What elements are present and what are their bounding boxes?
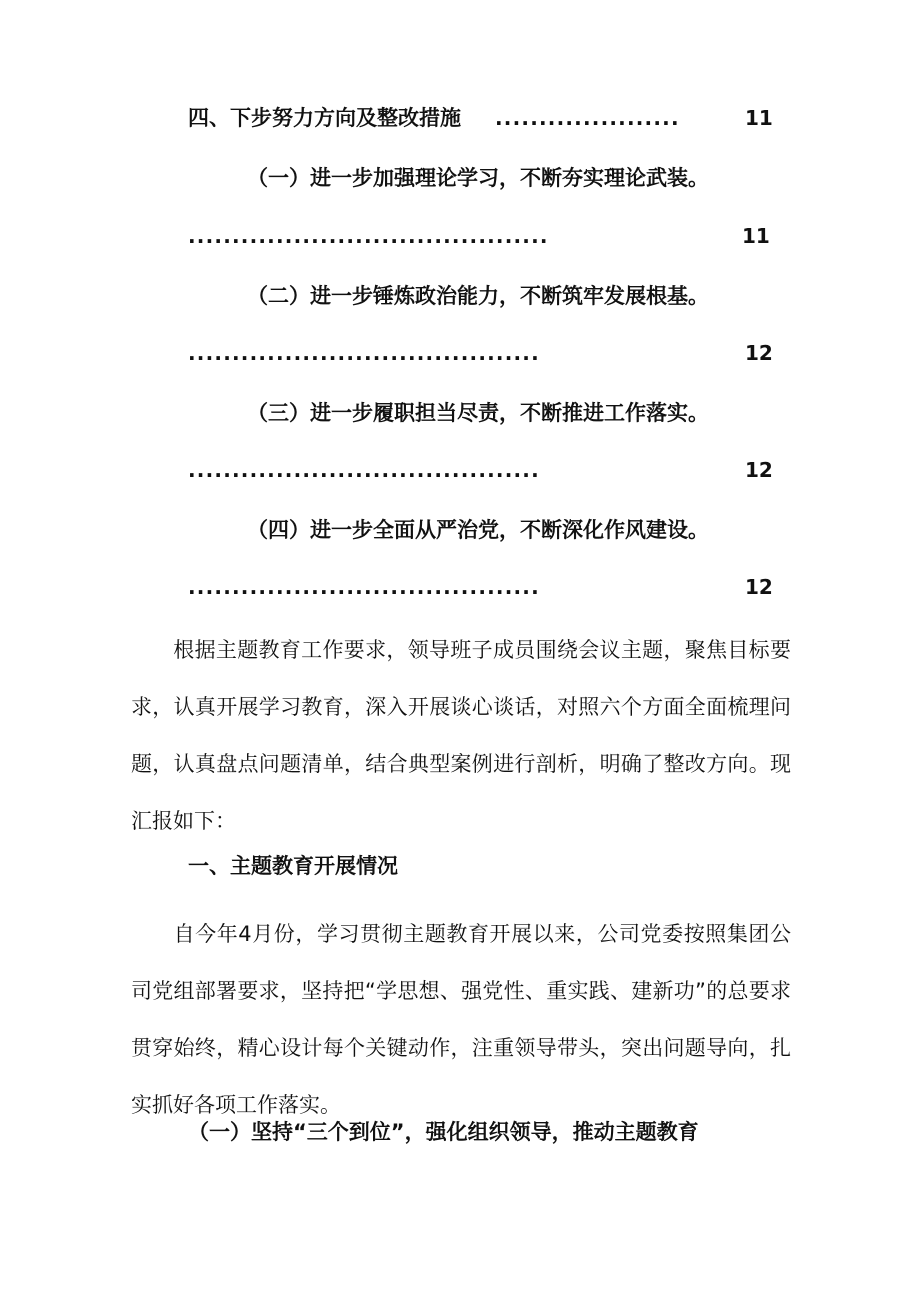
toc-dot-leader: ......................................... (188, 224, 549, 248)
section-1-paragraph: 自今年4月份，学习贯彻主题教育开展以来，公司党委按照集团公司党组部署要求，坚持把“学思想、强党性、重实践、建新功”的总要求贯穿始终，精心设计每个关键动作，注重领导带头，突出问题导向，扎实抓好各项工作落实。 (131, 922, 791, 1117)
toc-section-4-title: 四、下步努力方向及整改措施 (188, 106, 461, 130)
toc-dot-leader: ........................................ (188, 575, 540, 599)
toc-dot-leader: ..................... (495, 106, 680, 130)
toc-item-1-title: （一）进一步加强理论学习，不断夯实理论武装。 (247, 166, 709, 190)
toc-item-2-page: 12 (745, 341, 773, 365)
toc-dot-leader: ........................................ (188, 458, 540, 482)
toc-item-3-page: 12 (745, 458, 773, 482)
toc-item-1-page: 11 (742, 224, 770, 248)
toc-item-4-title: （四）进一步全面从严治党，不断深化作风建设。 (247, 518, 709, 542)
section-1-heading: 一、主题教育开展情况 (188, 854, 398, 878)
toc-section-4-page: 11 (745, 106, 773, 130)
subsection-1-heading: （一）坚持“三个到位”，强化组织领导，推动主题教育 (188, 1120, 699, 1144)
toc-item-2-title: （二）进一步锤炼政治能力，不断筑牢发展根基。 (247, 284, 709, 308)
toc-dot-leader: ........................................ (188, 341, 540, 365)
toc-item-3-title: （三）进一步履职担当尽责，不断推进工作落实。 (247, 401, 709, 425)
toc-item-4-page: 12 (745, 575, 773, 599)
intro-paragraph: 根据主题教育工作要求，领导班子成员围绕会议主题，聚焦目标要求，认真开展学习教育，深入开展谈心谈话，对照六个方面全面梳理问题，认真盘点问题清单，结合典型案例进行剖析，明确了整改方向。现汇报如下： (131, 638, 791, 833)
